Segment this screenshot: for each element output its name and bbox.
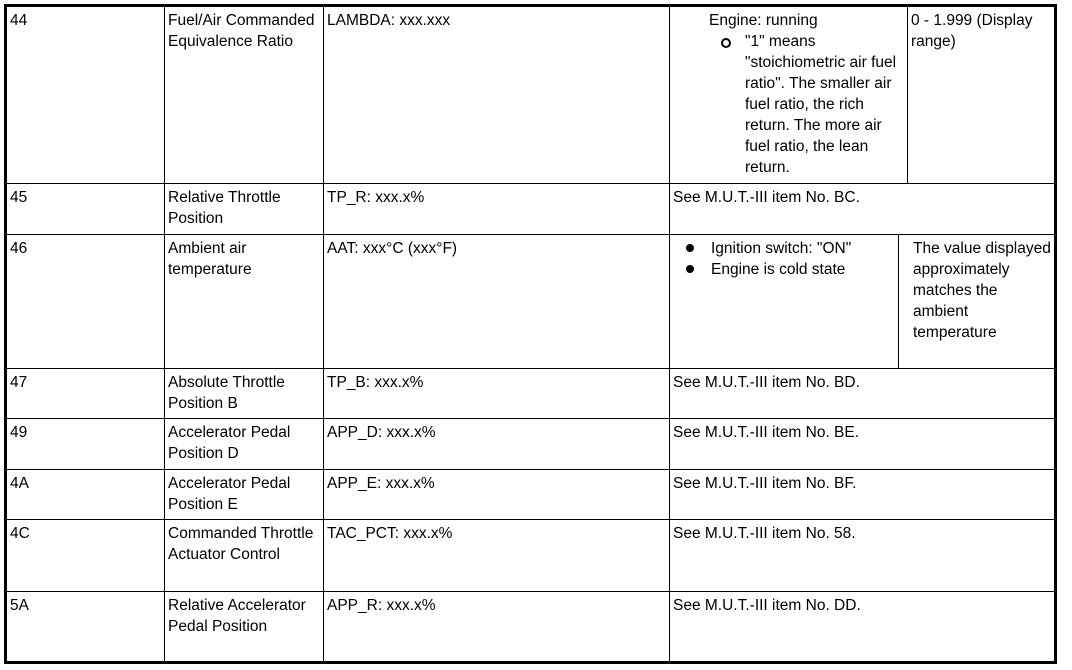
- standard-cell: 0 - 1.999 (Display range): [908, 6, 1056, 184]
- item-name-cell: Relative Throttle Position: [165, 184, 324, 235]
- display-cell: TAC_PCT: xxx.x%: [324, 520, 670, 592]
- table-row: [6, 369, 1056, 419]
- item-name-cell: Accelerator Pedal Position E: [165, 470, 324, 520]
- table-row: [6, 6, 1056, 184]
- table-row: [6, 235, 1056, 369]
- item-name-cell: Absolute Throttle Position B: [165, 369, 324, 419]
- reference-cell: See M.U.T.-III item No. BD.: [670, 369, 1056, 419]
- condition-standard-cell: [670, 235, 1056, 369]
- reference-cell: See M.U.T.-III item No. BC.: [670, 184, 1056, 235]
- item-number-cell: 49: [6, 419, 165, 470]
- condition-note-item: [673, 31, 904, 178]
- item-number-cell: 47: [6, 369, 165, 419]
- condition-note-text: "1" means "stoichiometric air fuel ratio". The smaller air fuel ratio, the rich return. The more air fuel ratio, the lean return.: [745, 33, 897, 176]
- standard-value: The value displayed approximately matches the ambient temperature: [913, 240, 1051, 341]
- table-row: [6, 520, 1056, 592]
- mut-item-table: [4, 4, 1057, 664]
- display-cell: APP_R: xxx.x%: [324, 592, 670, 663]
- condition-cell: [670, 6, 908, 184]
- display-cell: TP_B: xxx.x%: [324, 369, 670, 419]
- item-number-cell: 4A: [6, 470, 165, 520]
- condition-item: Ignition switch: "ON": [673, 238, 895, 259]
- display-cell: LAMBDA: xxx.xxx: [324, 6, 670, 184]
- reference-cell: See M.U.T.-III item No. DD.: [670, 592, 1056, 663]
- table-row: [6, 419, 1056, 470]
- table-row: [6, 470, 1056, 520]
- condition-list: [670, 235, 899, 368]
- condition-title: Engine: running: [709, 12, 818, 29]
- display-cell: TP_R: xxx.x%: [324, 184, 670, 235]
- spec-table-wrapper: [4, 4, 1054, 664]
- reference-cell: See M.U.T.-III item No. BE.: [670, 419, 1056, 470]
- item-number-cell: 5A: [6, 592, 165, 663]
- reference-cell: See M.U.T.-III item No. BF.: [670, 470, 1056, 520]
- table-row: [6, 184, 1056, 235]
- display-cell: AAT: xxx°C (xxx°F): [324, 235, 670, 369]
- display-cell: APP_D: xxx.x%: [324, 419, 670, 470]
- condition-item: Engine is cold state: [673, 259, 895, 280]
- open-circle-bullet-icon: [721, 38, 731, 48]
- item-name-cell: Accelerator Pedal Position D: [165, 419, 324, 470]
- item-number-cell: 4C: [6, 520, 165, 592]
- display-cell: APP_E: xxx.x%: [324, 470, 670, 520]
- item-name-cell: Commanded Throttle Actuator Control: [165, 520, 324, 592]
- item-number-cell: 44: [6, 6, 165, 184]
- item-number-cell: 46: [6, 235, 165, 369]
- item-name-cell: Ambient air temperature: [165, 235, 324, 369]
- table-row: [6, 592, 1056, 663]
- filled-circle-bullet-icon: [686, 244, 694, 252]
- filled-circle-bullet-icon: [686, 265, 694, 273]
- reference-cell: See M.U.T.-III item No. 58.: [670, 520, 1056, 592]
- item-name-cell: Relative Accelerator Pedal Position: [165, 592, 324, 663]
- item-name-cell: Fuel/Air Commanded Equivalence Ratio: [165, 6, 324, 184]
- item-number-cell: 45: [6, 184, 165, 235]
